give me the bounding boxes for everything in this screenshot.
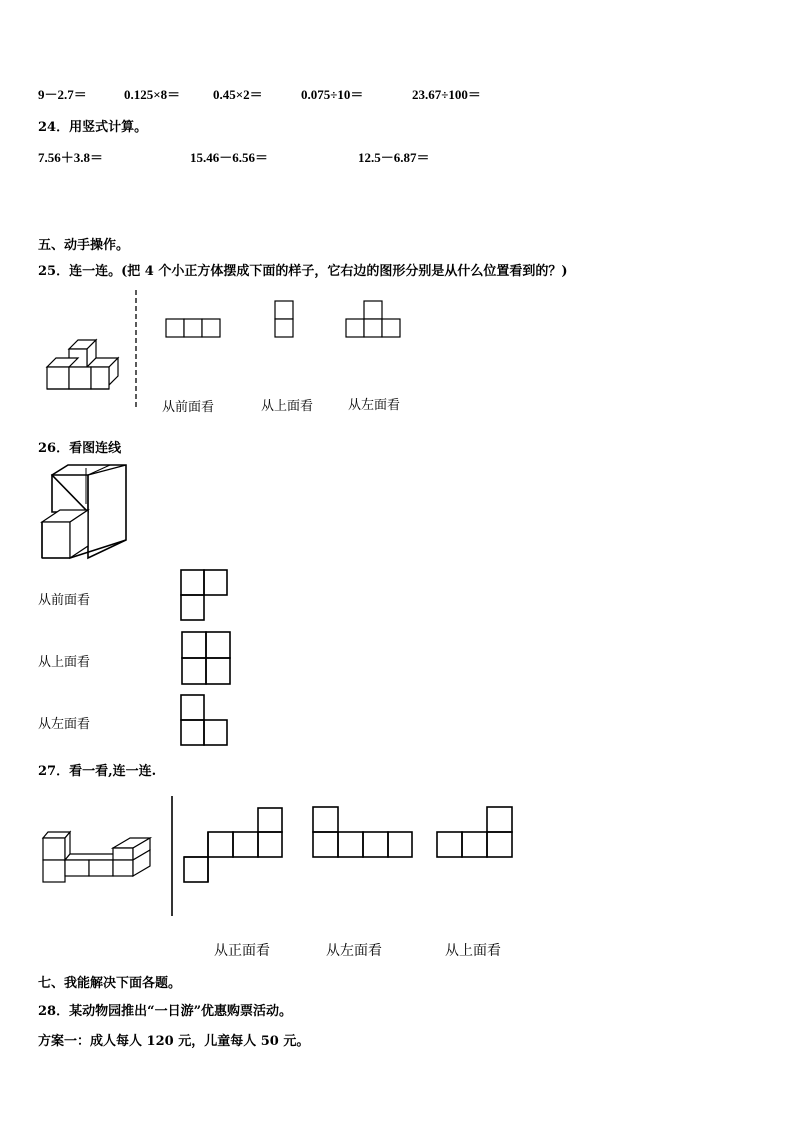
expr-2: 0.125×8＝ <box>124 87 181 102</box>
q25-view-1 <box>165 318 223 340</box>
q24-item-2: 15.46－6.56＝ <box>190 150 269 165</box>
section-7-heading: 七、我能解决下面各题。 <box>38 976 182 991</box>
q25-cube-figure <box>40 335 130 400</box>
q26-title: 26．看图连线 <box>38 441 122 456</box>
q25-view-2 <box>274 300 296 340</box>
q27-view-3 <box>436 806 516 860</box>
q27-label-left: 从左面看 <box>326 943 382 959</box>
q26-view-2 <box>181 631 231 687</box>
q25-divider <box>134 290 138 410</box>
section-5-heading: 五、动手操作。 <box>38 238 130 253</box>
q27-label-front: 从正面看 <box>214 943 270 959</box>
q27-view-1 <box>183 807 285 885</box>
q25-label-front: 从前面看 <box>162 400 215 415</box>
expr-5: 23.67÷100＝ <box>412 87 481 102</box>
q24-title: 24．用竖式计算。 <box>38 120 148 135</box>
q27-view-2 <box>312 806 415 860</box>
q25-title: 25．连一连。(把 4 个小正方体摆成下面的样子，它右边的图形分别是从什么位置看到的？) <box>38 264 568 279</box>
q27-divider <box>170 796 174 916</box>
q26-label-left: 从左面看 <box>38 717 91 732</box>
q27-label-top: 从上面看 <box>445 943 501 959</box>
q28-plan-1: 方案一：成人每人 120 元，儿童每人 50 元。 <box>38 1034 310 1049</box>
q25-view-3 <box>345 300 403 340</box>
q27-title: 27．看一看,连一连. <box>38 764 157 779</box>
expr-3: 0.45×2＝ <box>213 87 263 102</box>
q26-view-1 <box>180 569 230 623</box>
q26-label-front: 从前面看 <box>38 593 91 608</box>
expr-4: 0.075÷10＝ <box>301 87 364 102</box>
q27-cube-figure <box>40 828 155 886</box>
q24-item-3: 12.5－6.87＝ <box>358 150 430 165</box>
q25-label-top: 从上面看 <box>261 399 314 414</box>
q26-label-top: 从上面看 <box>38 655 91 670</box>
expr-1: 9－2.7＝ <box>38 87 87 102</box>
q28-title: 28．某动物园推出“一日游”优惠购票活动。 <box>38 1004 293 1019</box>
q26-view-3 <box>180 694 230 748</box>
q26-cube-figure <box>40 462 132 562</box>
q25-label-left: 从左面看 <box>348 398 401 413</box>
q24-item-1: 7.56＋3.8＝ <box>38 150 104 165</box>
